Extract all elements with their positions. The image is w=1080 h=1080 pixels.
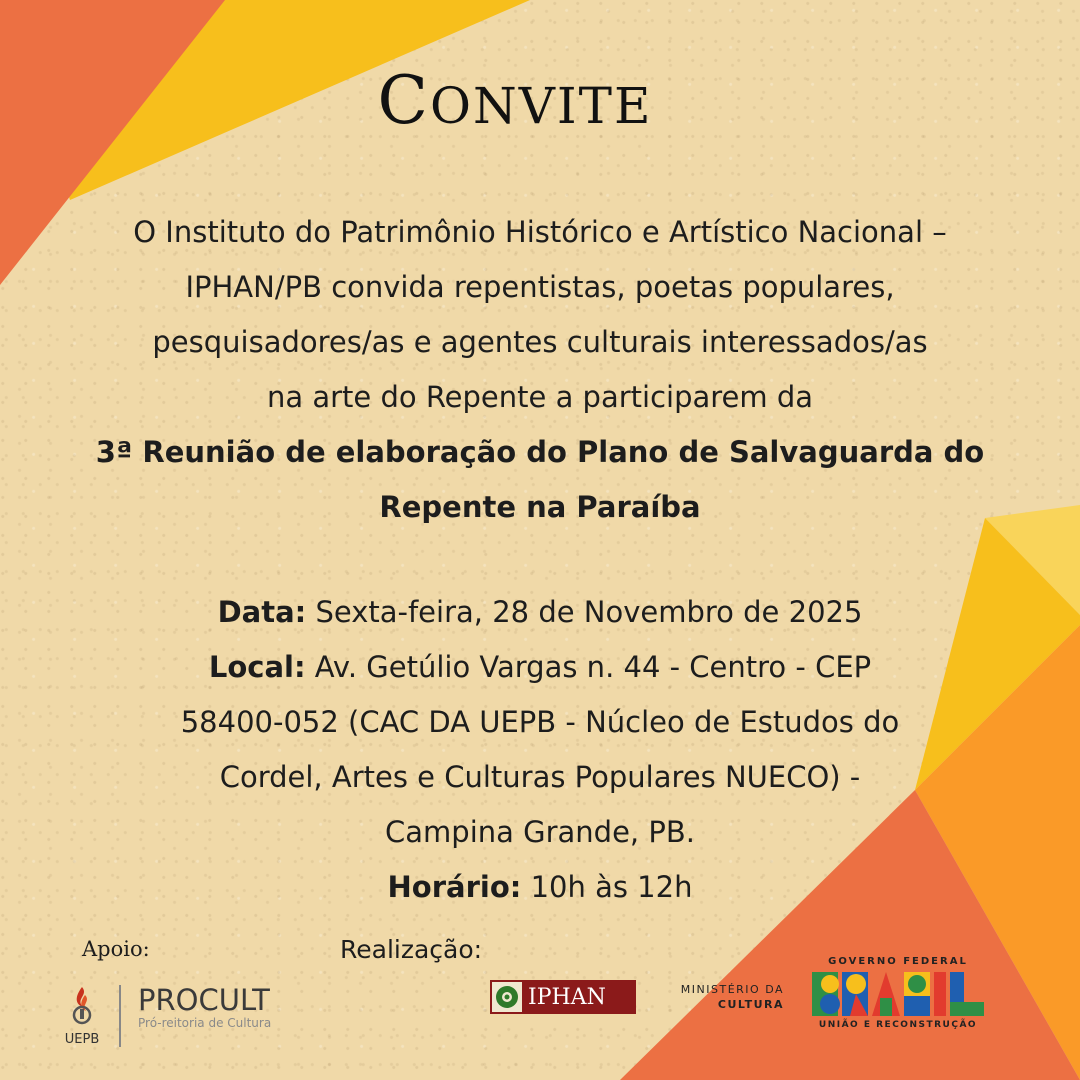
uepb-flame-icon — [67, 985, 97, 1025]
title-rest: ONVITE — [430, 77, 653, 135]
time-row — [80, 860, 1000, 915]
procult-subtitle: Pró-reitoria de Cultura — [138, 1016, 272, 1030]
title-convite — [0, 62, 1030, 139]
procult-logo — [138, 984, 271, 1030]
ministerio-line1: MINISTÉRIO DA — [680, 983, 784, 996]
gov-top-text: GOVERNO FEDERAL — [828, 956, 968, 967]
spacer — [80, 535, 1000, 585]
ministerio-cultura-logo — [664, 982, 784, 1012]
uepb-logo — [54, 985, 110, 1047]
iphan-logo — [490, 980, 636, 1014]
date-row — [80, 585, 1000, 640]
local-value: Av. Getúlio Vargas n. 44 - Centro - CEP — [305, 650, 872, 684]
logo-divider — [119, 985, 121, 1047]
local-label: Local: — [208, 650, 306, 684]
governo-federal-logo — [808, 956, 988, 1030]
date-label: Data: — [217, 595, 307, 629]
title-first-letter: C — [377, 62, 431, 139]
local-row — [80, 640, 1000, 695]
realizacao-label: Realização: — [340, 935, 483, 964]
invitation-body — [80, 205, 1000, 915]
event-title-line: Repente na Paraíba — [379, 490, 701, 524]
time-value: 10h às 12h — [521, 870, 693, 904]
procult-name: PROCULT — [138, 983, 270, 1017]
iphan-emblem-icon — [492, 982, 522, 1012]
local-line: Campina Grande, PB. — [385, 815, 695, 849]
iphan-text: IPHAN — [528, 984, 606, 1010]
time-label: Horário: — [387, 870, 522, 904]
intro-line: IPHAN/PB convida repentistas, poetas populares, — [185, 270, 895, 304]
intro-line: O Instituto do Patrimônio Histórico e Artístico Nacional – — [133, 215, 947, 249]
local-line: 58400-052 (CAC DA UEPB - Núcleo de Estudos do — [180, 705, 900, 739]
local-line: Cordel, Artes e Culturas Populares NUECO) - — [219, 760, 861, 794]
ministerio-line2: CULTURA — [717, 998, 784, 1011]
brasil-wordmark-icon — [810, 970, 986, 1018]
intro-line: pesquisadores/as e agentes culturais interessados/as — [152, 325, 928, 359]
intro-line: na arte do Repente a participarem da — [266, 380, 814, 414]
apoio-label: Apoio: — [82, 937, 150, 961]
date-value: Sexta-feira, 28 de Novembro de 2025 — [306, 595, 863, 629]
event-title-line: 3ª Reunião de elaboração do Plano de Salvaguarda do — [95, 435, 985, 469]
gov-bottom-text: UNIÃO E RECONSTRUÇÃO — [818, 1020, 978, 1030]
uepb-text: UEPB — [64, 1032, 100, 1047]
